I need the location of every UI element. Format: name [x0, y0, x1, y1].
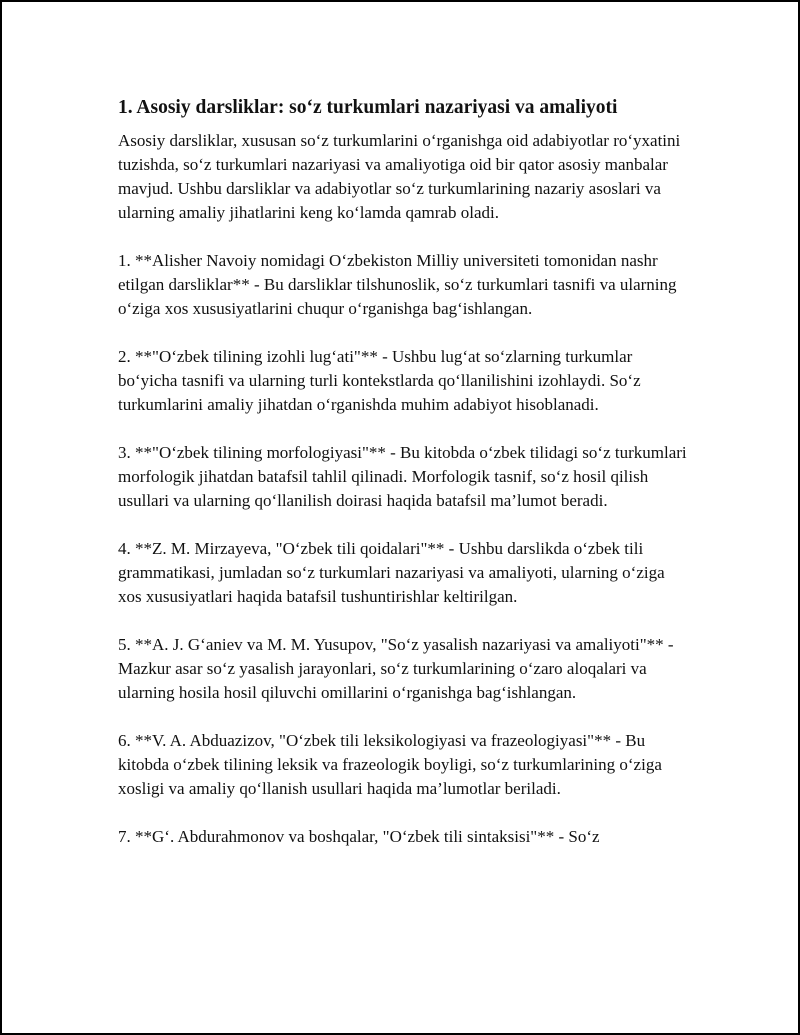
intro-paragraph: Asosiy darsliklar, xususan so‘z turkumlarini o‘rganishga oid adabiyotlar ro‘yxatini tuzishda, so‘z turkumlari nazariyasi va amaliyotiga oid bir qator asosiy manbalar mavjud. Ushbu darsliklar va adabiyotlar so‘z turkumlarining nazariy asoslari va ularning amaliy jihatlarini keng ko‘lamda qamrab oladi.: [118, 131, 681, 222]
list-item-5: 5. **A. J. G‘aniev va M. M. Yusupov, "So‘z yasalish nazariyasi va amaliyoti"** - Mazkur asar so‘z yasalish jarayonlari, so‘z turkumlarining o‘zaro aloqalari va ularning hosila hosil qiluvchi omillarini o‘rganishga bag‘ishlangan.: [118, 635, 674, 702]
list-item-4: 4. **Z. M. Mirzayeva, "O‘zbek tili qoidalari"** - Ushbu darslikda o‘zbek tili grammatikasi, jumladan so‘z turkumlari nazariyasi va amaliyoti, ularning o‘ziga xos xususiyatlari haqida batafsil tushuntirishlar keltirilgan.: [118, 539, 665, 606]
list-item-6: 6. **V. A. Abduazizov, "O‘zbek tili leksikologiyasi va frazeologiyasi"** - Bu kitobda o‘zbek tilining leksik va frazeologik boyligi, so‘z turkumlarining o‘ziga xosligi va amaliy qo‘llanish usullari haqida ma’lumotlar beriladi.: [118, 731, 662, 798]
document-content: [118, 95, 688, 849]
list-item-7: 7. **G‘. Abdurahmonov va boshqalar, "O‘zbek tili sintaksisi"** - So‘z: [118, 827, 600, 846]
list-item-2: 2. **"O‘zbek tilining izohli lug‘ati"** - Ushbu lug‘at so‘zlarning turkumlar bo‘yicha tasnifi va ularning turli kontekstlarda qo‘llanilishini izohlaydi. So‘z turkumlarini amaliy jihatdan o‘rganishda muhim adabiyot hisoblanadi.: [118, 347, 641, 414]
list-item-1: 1. **Alisher Navoiy nomidagi O‘zbekiston Milliy universiteti tomonidan nashr etilgan darsliklar** - Bu darsliklar tilshunoslik, so‘z turkumlari tasnifi va ularning o‘ziga xos xususiyatlarini chuqur o‘rganishga bag‘ishlangan.: [118, 251, 677, 318]
list-item-3: 3. **"O‘zbek tilining morfologiyasi"** - Bu kitobda o‘zbek tilidagi so‘z turkumlari morfologik jihatdan batafsil tahlil qilinadi. Morfologik tasnif, so‘z hosil qilish usullari va ularning qo‘llanilish doirasi haqida batafsil ma’lumot beradi.: [118, 443, 687, 510]
section-heading: 1. Asosiy darsliklar: so‘z turkumlari nazariyasi va amaliyoti: [118, 97, 618, 118]
